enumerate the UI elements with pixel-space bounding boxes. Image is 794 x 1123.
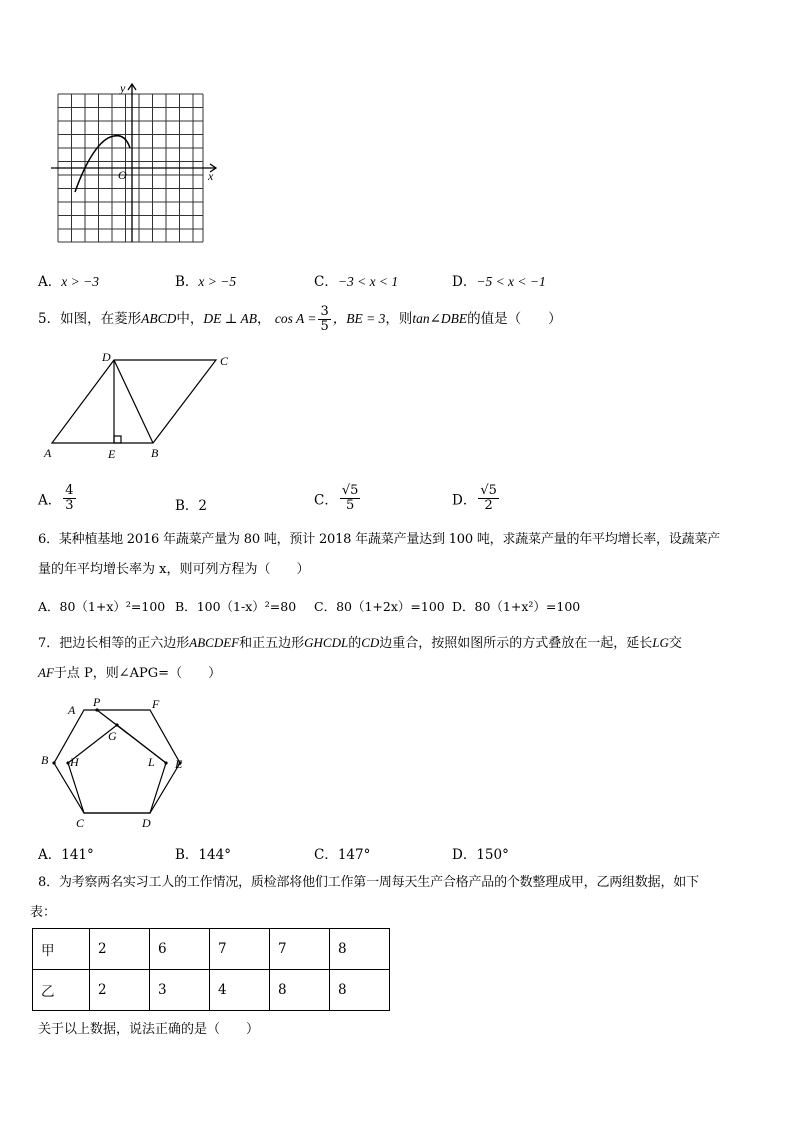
q5-option-c: C． $\frac{√5}{5}$ bbox=[314, 483, 359, 513]
q4-option-a: A．x > −3 bbox=[38, 274, 99, 290]
q7-label-p: P bbox=[93, 695, 101, 709]
table-cell: 8 bbox=[270, 970, 330, 1011]
q4-option-d: D．−5 < x < −1 bbox=[452, 274, 546, 290]
table-cell: 3 bbox=[150, 970, 210, 1011]
q4-x-label: x bbox=[208, 169, 214, 183]
q8-data-table bbox=[32, 928, 390, 1011]
q7-label-h: H bbox=[70, 755, 79, 769]
q4-y-label: y bbox=[120, 81, 126, 95]
q4-option-b: B．x > −5 bbox=[175, 274, 237, 290]
q5-option-a: A． $\frac{4}{3}$ bbox=[38, 483, 74, 513]
q8-follow-up: 关于以上数据，说法正确的是（ ） bbox=[38, 1022, 260, 1037]
table-cell: 2 bbox=[90, 970, 150, 1011]
q7-label-f: F bbox=[152, 697, 160, 711]
q6-stem-line2: 量的年平均增长率为 x，则可列方程为（ ） bbox=[38, 562, 310, 577]
table-cell: 7 bbox=[270, 929, 330, 970]
q8-stem-line1: 8．为考察两名实习工人的工作情况，质检部将他们工作第一周每天生产合格产品的个数整理成甲，乙两组数据，如下 bbox=[38, 875, 699, 890]
q7-label-a: A bbox=[68, 703, 76, 717]
q5-label-d: D bbox=[102, 350, 111, 364]
q7-stem-line1: 7．把边长相等的正六边形ABCDEF和正五边形GHCDL的CD边重合，按照如图所示的方式叠放在一起，延长LG交 bbox=[38, 635, 682, 651]
q7-figure bbox=[38, 695, 198, 835]
table-cell: 2 bbox=[90, 929, 150, 970]
q7-option-b: B．144° bbox=[175, 847, 231, 863]
q5-right-angle-mark bbox=[114, 436, 121, 443]
q5-stem: 5．如图，在菱形ABCD中，DE ⊥ AB， cos A = $\frac{3}{5}$ ，BE = 3，则tan∠DBE的值是（ ） bbox=[38, 304, 562, 334]
q7-pentagon bbox=[68, 725, 166, 813]
table-row bbox=[33, 970, 390, 1011]
q5-figure bbox=[38, 348, 238, 463]
q7-option-d: D．150° bbox=[452, 847, 509, 863]
q4-curve bbox=[75, 136, 130, 192]
q7-option-c: C．147° bbox=[314, 847, 371, 863]
q5-label-e: E bbox=[108, 447, 116, 461]
q7-label-d: D bbox=[142, 816, 151, 830]
q7-label-e: E bbox=[175, 757, 183, 771]
q5-label-b: B bbox=[151, 446, 159, 460]
q6-option-b: B．100（1-x）²=80 bbox=[175, 599, 297, 614]
q7-label-c: C bbox=[76, 816, 85, 830]
q5-label-c: C bbox=[220, 354, 229, 368]
q5-label-a: A bbox=[44, 446, 52, 460]
table-cell: 乙 bbox=[33, 970, 90, 1011]
q4-graph bbox=[48, 76, 220, 246]
table-cell: 8 bbox=[330, 929, 390, 970]
table-cell: 甲 bbox=[33, 929, 90, 970]
q7-label-b: B bbox=[41, 753, 49, 767]
q6-option-c: C．80（1+2x）=100 bbox=[314, 599, 445, 614]
table-row bbox=[33, 929, 390, 970]
q5-option-b: B．2 bbox=[175, 498, 208, 514]
q5-segment-db bbox=[114, 360, 153, 443]
q7-stem-line2: AF于点 P，则∠APG=（ ） bbox=[38, 665, 222, 681]
q7-label-l: L bbox=[148, 755, 155, 769]
q6-stem-line1: 6．某种植基地 2016 年蔬菜产量为 80 吨，预计 2018 年蔬菜产量达到 100 吨，求蔬菜产量的年平均增长率，设蔬菜产 bbox=[38, 532, 721, 547]
q6-option-d: D．80（1+x²）=100 bbox=[452, 599, 581, 614]
q4-option-c: C．−3 < x < 1 bbox=[314, 274, 399, 290]
table-cell: 7 bbox=[210, 929, 270, 970]
q5-cos-fraction: $\frac{3}{5}$ bbox=[320, 304, 329, 334]
q6-option-a: A．80（1+x）²=100 bbox=[38, 599, 166, 614]
table-cell: 6 bbox=[150, 929, 210, 970]
q7-option-a: A．141° bbox=[38, 847, 94, 863]
q7-label-g: G bbox=[108, 729, 117, 743]
table-cell: 8 bbox=[330, 970, 390, 1011]
q5-option-d: D． $\frac{√5}{2}$ bbox=[452, 483, 497, 513]
q4-origin-label: O bbox=[118, 168, 127, 182]
table-cell: 4 bbox=[210, 970, 270, 1011]
q8-stem-line2: 表： bbox=[30, 905, 57, 920]
